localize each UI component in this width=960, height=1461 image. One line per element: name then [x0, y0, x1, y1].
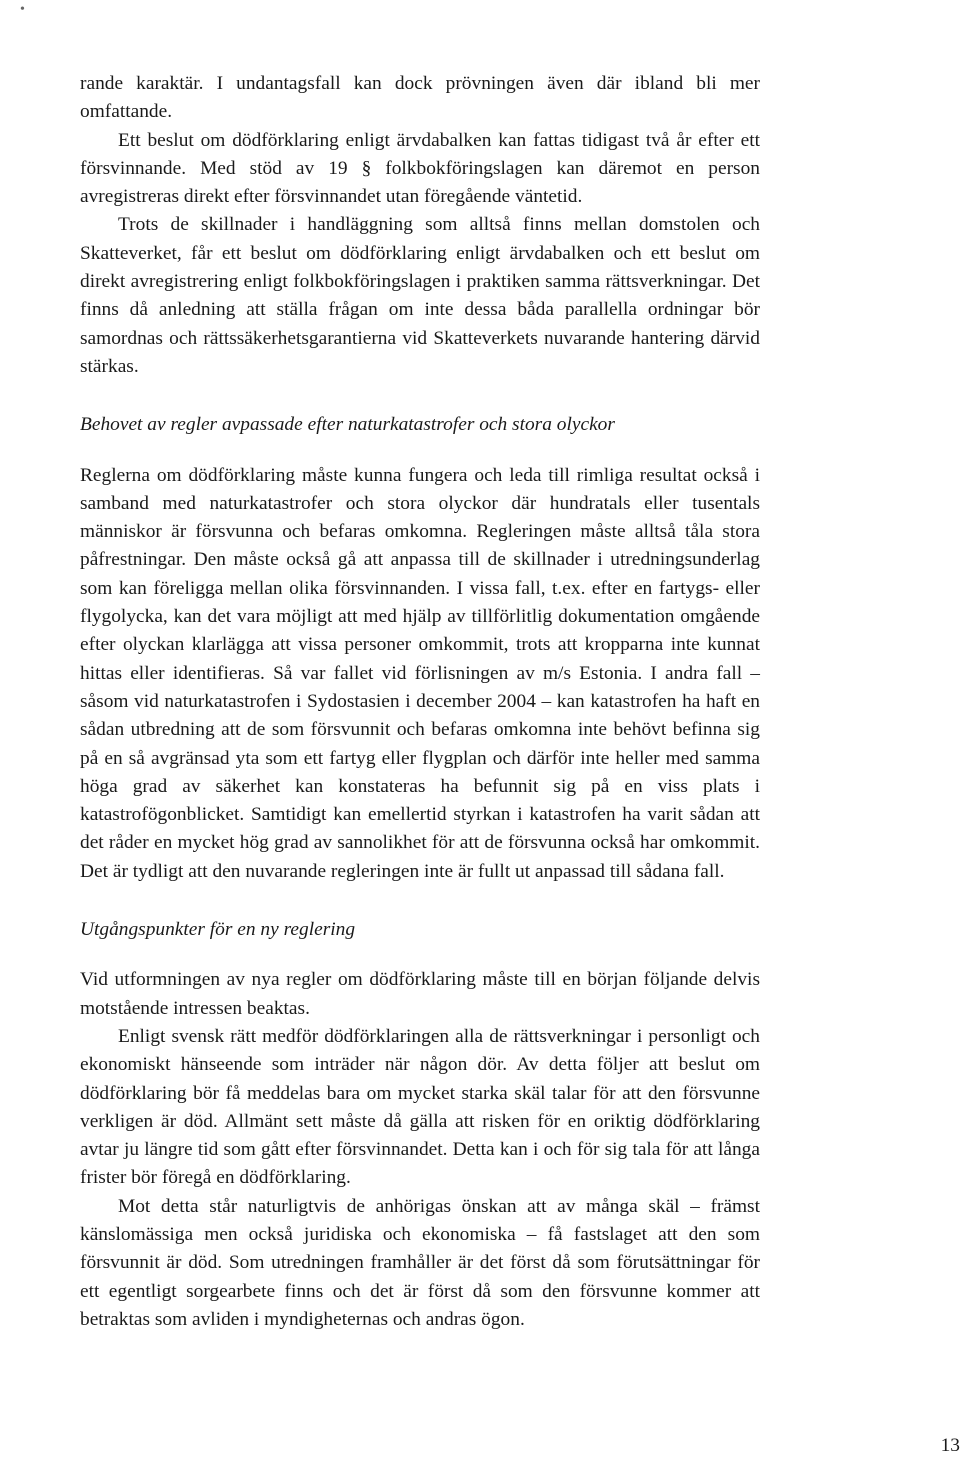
paragraph: Vid utformningen av nya regler om dödförklaring måste till en början följande delvis motstående intressen beaktas. — [80, 969, 760, 1019]
section-heading: Utgångspunkter för en ny reglering — [80, 919, 356, 941]
page-number: 13 — [940, 1435, 960, 1456]
scan-dot: • — [20, 2, 25, 17]
paragraph: Mot detta står naturligtvis de anhörigas önskan att av många skäl – främst känslomässiga men också juridiska och ekonomiska – få fastslaget att den som försvunnit är död. Som utredningen framhåller är det först då som förutsättningar för ett egentligt sorgearbete finns och det är först då som den försvunne kommer att betraktas som avliden i myndigheternas och andras ögon. — [80, 1195, 760, 1330]
section-heading: Behovet av regler avpassade efter naturkatastrofer och stora olyckor — [80, 414, 615, 436]
paragraph: rande karaktär. I undantagsfall kan dock prövningen även där ibland bli mer omfattande. — [80, 73, 760, 123]
paragraph: Ett beslut om dödförklaring enligt ärvdabalken kan fattas tidigast två år efter ett försvinnande. Med stöd av 19 § folkbokföringslagen kan däremot en person avregistreras direkt efter försvinnandet utan föregående väntetid. — [80, 129, 760, 208]
document-page — [80, 70, 760, 1334]
paragraph: Trots de skillnader i handläggning som alltså finns mellan domstolen och Skatteverket, får ett beslut om dödförklaring enligt ärvdabalken och ett beslut om direkt avregistrering enligt folkbokföringslagen i praktiken samma rättsverkningar. Det finns då anledning att ställa frågan om inte dessa båda parallella ordningar bör samordnas och rättssäkerhetsgarantierna vid Skatteverkets nuvarande hantering därvid stärkas. — [80, 214, 760, 377]
paragraph: Reglerna om dödförklaring måste kunna fungera och leda till rimliga resultat också i samband med naturkatastrofer och stora olyckor där hundratals eller tusentals människor är försvunna och befaras omkomna. Regleringen måste alltså tåla stora påfrestningar. Den måste också gå att anpassa till de skillnader i utredningsunderlag som kan föreligga mellan olika försvinnanden. I vissa fall, t.ex. efter en fartygs- eller flygolycka, kan det vara möjligt att med hjälp av tillförlitlig dokumentation omgående efter olyckan klarlägga att vissa personer omkommit, trots att kropparna inte kunnat hittas eller identifieras. Så var fallet vid förlisningen av m/s Estonia. I andra fall – såsom vid naturkatastrofen i Sydostasien i december 2004 – kan katastrofen ha haft en sådan utbredning att de som försvunnit och befaras omkomna inte behövt befinna sig på en så avgränsad yta som ett fartyg eller flygplan och därför inte heller med samma höga grad av säkerhet kan konstateras ha befunnit sig på en viss plats i katastrofögonblicket. Samtidigt kan emellertid styrkan i katastrofen ha varit sådan att det råder en mycket hög grad av sannolikhet för att de försvunna också har omkommit. Det är tydligt att den nuvarande regleringen inte är fullt ut anpassad till sådana fall. — [80, 464, 760, 882]
paragraph: Enligt svensk rätt medför dödförklaringen alla de rättsverkningar i personligt och ekonomiskt hänseende som inträder när någon dör. Av detta följer att beslut om dödförklaring bör få meddelas bara om mycket starka skäl talar för att den försvunne verkligen är död. Allmänt sett måste då gälla att risken för en oriktig dödförklaring avtar ju längre tid som gått efter försvinnandet. Detta kan i och för sig tala för att långa frister bör föregå en dödförklaring. — [80, 1025, 760, 1189]
